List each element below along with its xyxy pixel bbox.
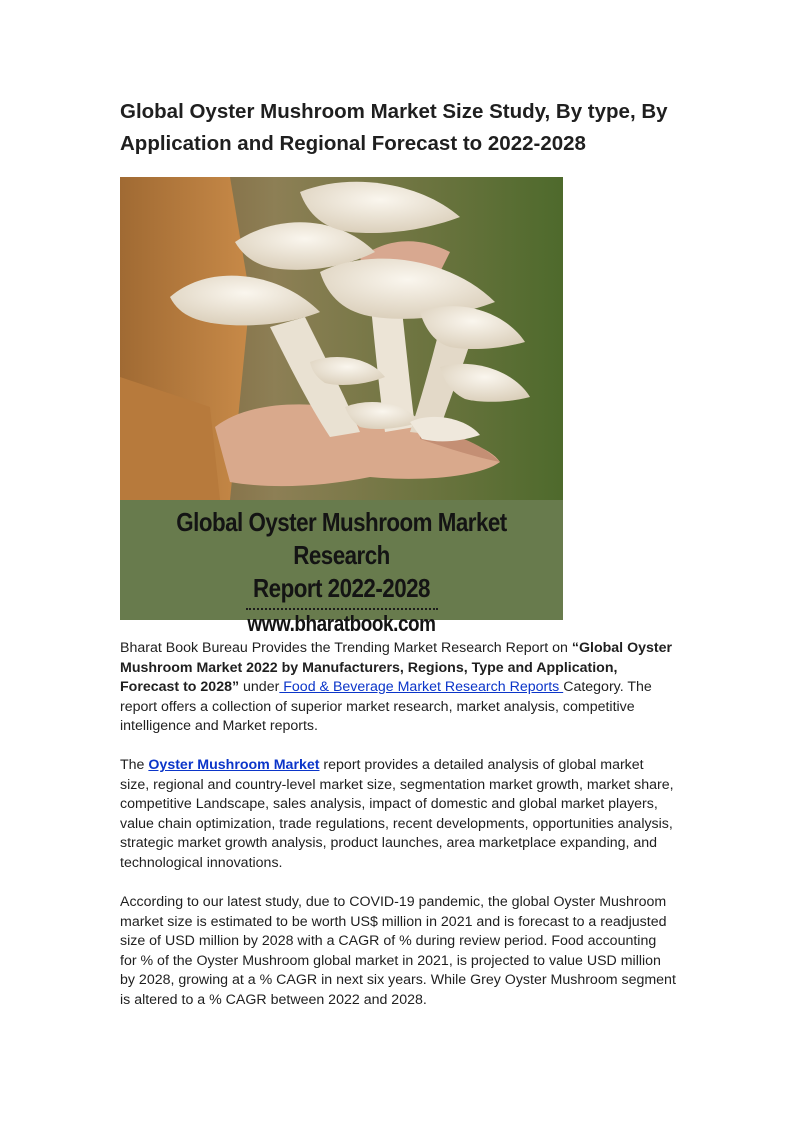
hero-banner xyxy=(120,500,563,636)
under-text: under xyxy=(239,679,280,696)
banner-title-line-2: Report 2022-2028 xyxy=(253,573,430,603)
banner-url: www.bharatbook.com xyxy=(247,611,436,636)
intro-text: Bharat Book Bureau Provides the Trending Market Research Report on xyxy=(120,640,572,656)
report-name: “Global Oyster Mushroom Market 2022 by Manufacturers, Regions, Type and Application, Forecast to 2028” xyxy=(120,640,673,696)
market-link[interactable]: Oyster Mushroom Market xyxy=(148,757,320,773)
banner-title-line-1: Global Oyster Mushroom Market Research xyxy=(176,507,507,570)
intro-paragraph xyxy=(120,639,676,737)
study-paragraph: According to our latest study, due to COVID-19 pandemic, the global Oyster Mushroom market size is estimated to be worth US$ million in 2021 and is forecast to a readjusted size of USD million by 2028 with a CAGR of % during review period. Food accounting for % of the Oyster Mushroom global market in 2021, is projected to value USD million by 2028, growing at a % CAGR in next six years. While Grey Oyster Mushroom segment is altered to a % CAGR between 2022 and 2028. xyxy=(120,894,676,1008)
intro-rest: Category. The report offers a collection of superior market research, market analysis, competitive intelligence and Market reports. xyxy=(120,679,652,735)
hero-image xyxy=(120,177,563,636)
market-lead: The xyxy=(120,757,149,773)
page-title: Global Oyster Mushroom Market Size Study, By type, By Application and Regional Forecast to 2022-2028 xyxy=(120,100,668,155)
mushroom-photo xyxy=(120,177,563,500)
market-paragraph xyxy=(120,756,676,874)
category-link[interactable]: Food & Beverage Market Research Reports xyxy=(279,679,564,696)
market-rest: report provides a detailed analysis of global market size, regional and country-level market size, segmentation market growth, market share, competitive Landscape, sales analysis, impact of domestic and global market players, value chain optimization, trade regulations, recent developments, opportunities analysis, strategic market growth analysis, product launches, area marketplace expanding, and technological innovations. xyxy=(120,757,674,871)
